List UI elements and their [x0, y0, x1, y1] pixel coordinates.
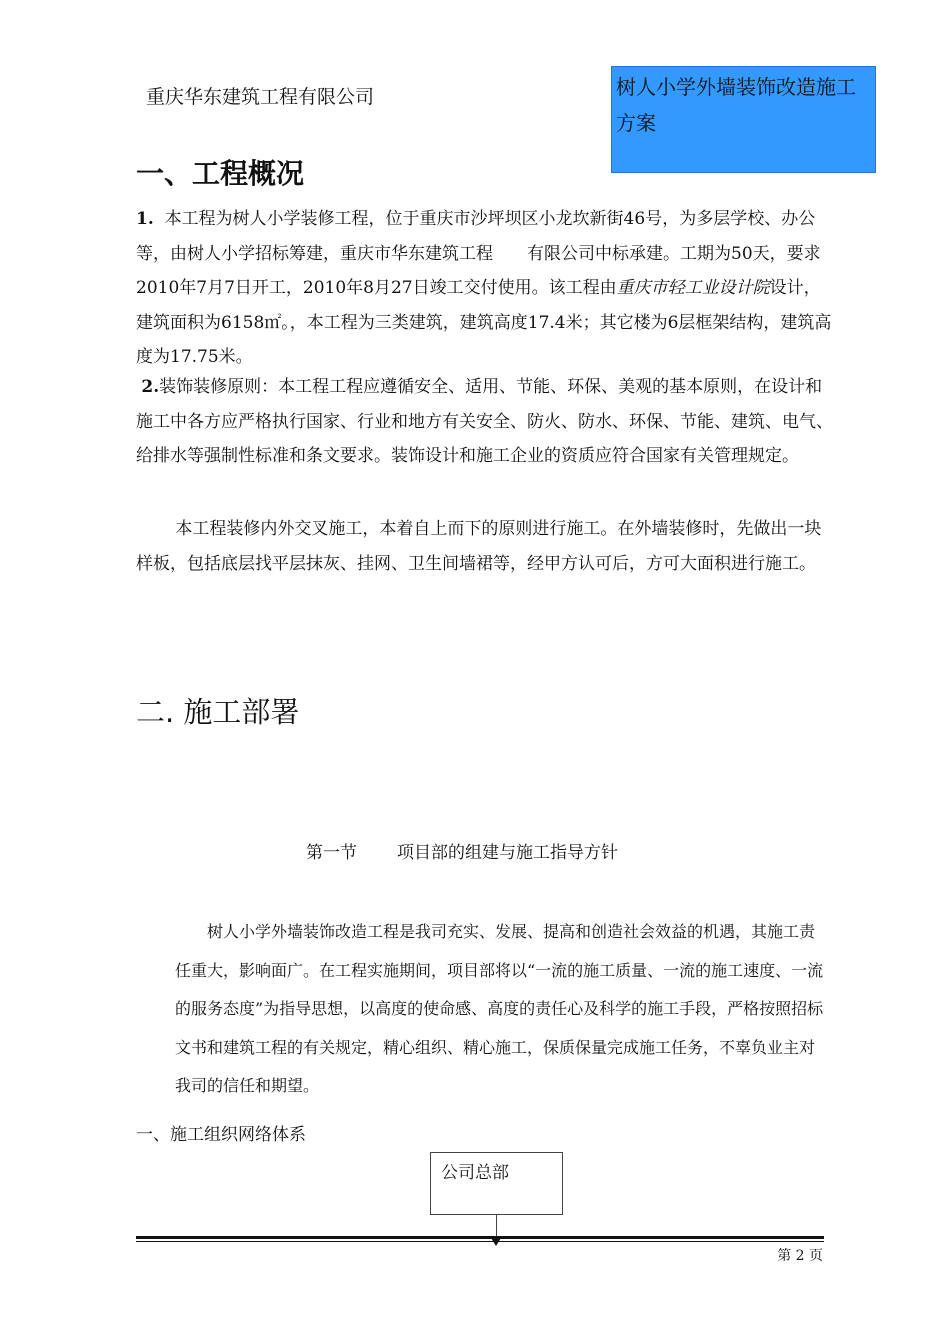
overview-paragraph-3: [136, 512, 836, 581]
paragraph-text: 设计，建筑面积为6158㎡。，本工程为三类建筑，建筑高度17.4米；其它楼为6层框架结构，建筑高度为17.75米。: [136, 278, 832, 367]
footer-rule-thick: [136, 1236, 824, 1239]
paragraph-text: 本工程为树人小学装修工程，位于重庆市沙坪坝区小龙坎新街46号，为多层学校、办公等，由树人小学招标筹建，重庆市华东建筑工程 有限公司中标承建。工期为50天，要求2010年7月7日开工，2010年8月27日竣工交付使用。该工程由: [136, 209, 821, 298]
designer-name: 重庆市轻工业设计院: [616, 278, 770, 298]
subsection-title: [306, 838, 618, 863]
org-network-heading: 一、施工组织网络体系: [136, 1125, 306, 1145]
footer-rule-thin: [136, 1241, 824, 1242]
arrow-down-icon: [491, 1238, 501, 1246]
page-number: 第 2 页: [777, 1248, 823, 1264]
section-heading-overview: 一、工程概况: [136, 157, 305, 190]
overview-paragraph-1: [136, 202, 836, 375]
guideline-paragraph: [175, 913, 825, 1106]
paragraph-text: 装饰装修原则：本工程工程应遵循安全、适用、节能、环保、美观的基本原则，在设计和施工中各方应严格执行国家、行业和地方有关安全、防火、防水、环保、节能、建筑、电气、给排水等强制性标准和条文要求。装饰设计和施工企业的资质应符合国家有关管理规定。: [136, 377, 833, 466]
paragraph-text: 树人小学外墙装饰改造工程是我司充实、发展、提高和创造社会效益的机遇，其施工责任重大，影响面广。在工程实施期间，项目部将以“一流的施工质量、一流的施工速度、一流的服务态度”为指导思想，以高度的使命感、高度的责任心及科学的施工手段，严格按照招标文书和建筑工程的有关规定，精心组织、精心施工，保质保量完成施工任务，不辜负业主对我司的信任和期望。: [175, 922, 824, 1095]
item-number: 2.: [141, 377, 160, 397]
subsection-label: 第一节: [306, 843, 357, 863]
subsection-name: 项目部的组建与施工指导方针: [397, 843, 618, 863]
document-title-box: 树人小学外墙装饰改造施工方案: [611, 66, 876, 173]
section-heading-deployment: 二. 施工部署: [136, 695, 300, 729]
org-chart-node-headquarters: 公司总部: [430, 1152, 563, 1215]
overview-paragraph-2: [136, 370, 836, 474]
company-name: 重庆华东建筑工程有限公司: [146, 86, 375, 108]
paragraph-text: 本工程装修内外交叉施工，本着自上而下的原则进行施工。在外墙装修时，先做出一块样板，包括底层找平层抹灰、挂网、卫生间墙裙等，经甲方认可后，方可大面积进行施工。: [136, 519, 822, 574]
item-number: 1.: [136, 209, 154, 229]
